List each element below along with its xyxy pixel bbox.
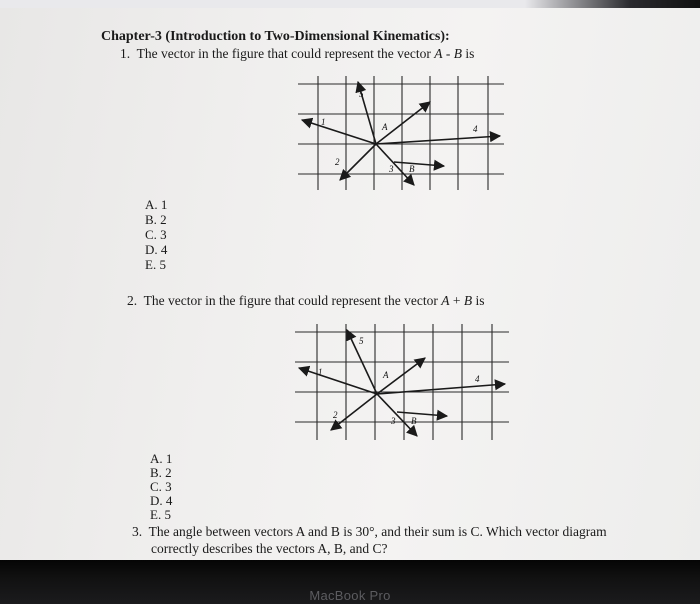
fig1-label-2: 2 [335, 157, 340, 167]
q1-choice-e[interactable]: E. 5 [145, 257, 166, 272]
vector-figure-1 [290, 72, 510, 197]
fig2-label-4: 4 [475, 374, 480, 384]
question-1-vector-b: B [453, 46, 463, 61]
question-1-text-end: is [462, 46, 475, 61]
fig2-label-2: 2 [333, 410, 338, 420]
q1-choice-d[interactable]: D. 4 [145, 242, 168, 257]
question-2-operator: + [449, 293, 464, 308]
chapter-title: Chapter-3 (Introduction to Two-Dimensional Kinematics): [101, 29, 450, 44]
fig2-vector-3 [377, 394, 417, 436]
document-page [0, 8, 700, 560]
q2-choice-e[interactable]: E. 5 [150, 507, 171, 522]
vector-figure-2 [287, 318, 515, 446]
fig2-label-1: 1 [318, 367, 323, 377]
fig1-label-b: B [409, 164, 415, 174]
fig1-vector-1 [302, 120, 376, 144]
question-3 [132, 524, 607, 540]
q2-choice-c[interactable]: C. 3 [150, 479, 172, 494]
question-2-vector-b: B [463, 293, 473, 308]
question-1-number: 1. [120, 46, 131, 61]
fig2-label-5: 5 [359, 336, 364, 346]
question-3-line-1: The angle between vectors A and B is 30°, and their sum is C. Which vector diagram [148, 524, 607, 539]
question-2-number: 2. [127, 293, 138, 308]
question-2-text: The vector in the figure that could represent the vector [143, 293, 442, 308]
fig2-label-3: 3 [391, 416, 396, 426]
question-3-line-2: correctly describes the vectors A, B, and C? [151, 541, 388, 556]
question-2-text-end: is [472, 293, 485, 308]
fig2-label-a: A [383, 370, 389, 380]
fig1-label-1: 1 [321, 117, 326, 127]
q1-choice-a[interactable]: A. 1 [145, 197, 168, 212]
q2-choice-a[interactable]: A. 1 [150, 451, 173, 466]
question-2 [127, 293, 485, 309]
question-1-operator: - [442, 46, 454, 61]
fig1-label-a: A [382, 122, 388, 132]
question-1-vector-a: A [434, 46, 443, 61]
fig1-label-4: 4 [473, 124, 478, 134]
fig1-vector-2 [340, 144, 376, 180]
fig2-label-b: B [411, 416, 417, 426]
fig1-vector-4 [376, 136, 500, 144]
laptop-brand-label: MacBook Pro [309, 588, 391, 603]
question-1 [120, 46, 474, 62]
q1-choice-b[interactable]: B. 2 [145, 212, 167, 227]
question-2-vector-a: A [441, 293, 450, 308]
q2-choice-d[interactable]: D. 4 [150, 493, 173, 508]
fig2-vector-1 [299, 368, 377, 394]
screen-top-edge [0, 0, 700, 8]
fig1-label-3: 3 [389, 164, 394, 174]
fig2-vector-2 [331, 394, 377, 430]
question-3-number: 3. [132, 524, 143, 539]
q2-choice-b[interactable]: B. 2 [150, 465, 172, 480]
q1-choice-c[interactable]: C. 3 [145, 227, 167, 242]
fig1-label-5: 5 [359, 89, 364, 99]
question-1-text: The vector in the figure that could represent the vector [136, 46, 435, 61]
